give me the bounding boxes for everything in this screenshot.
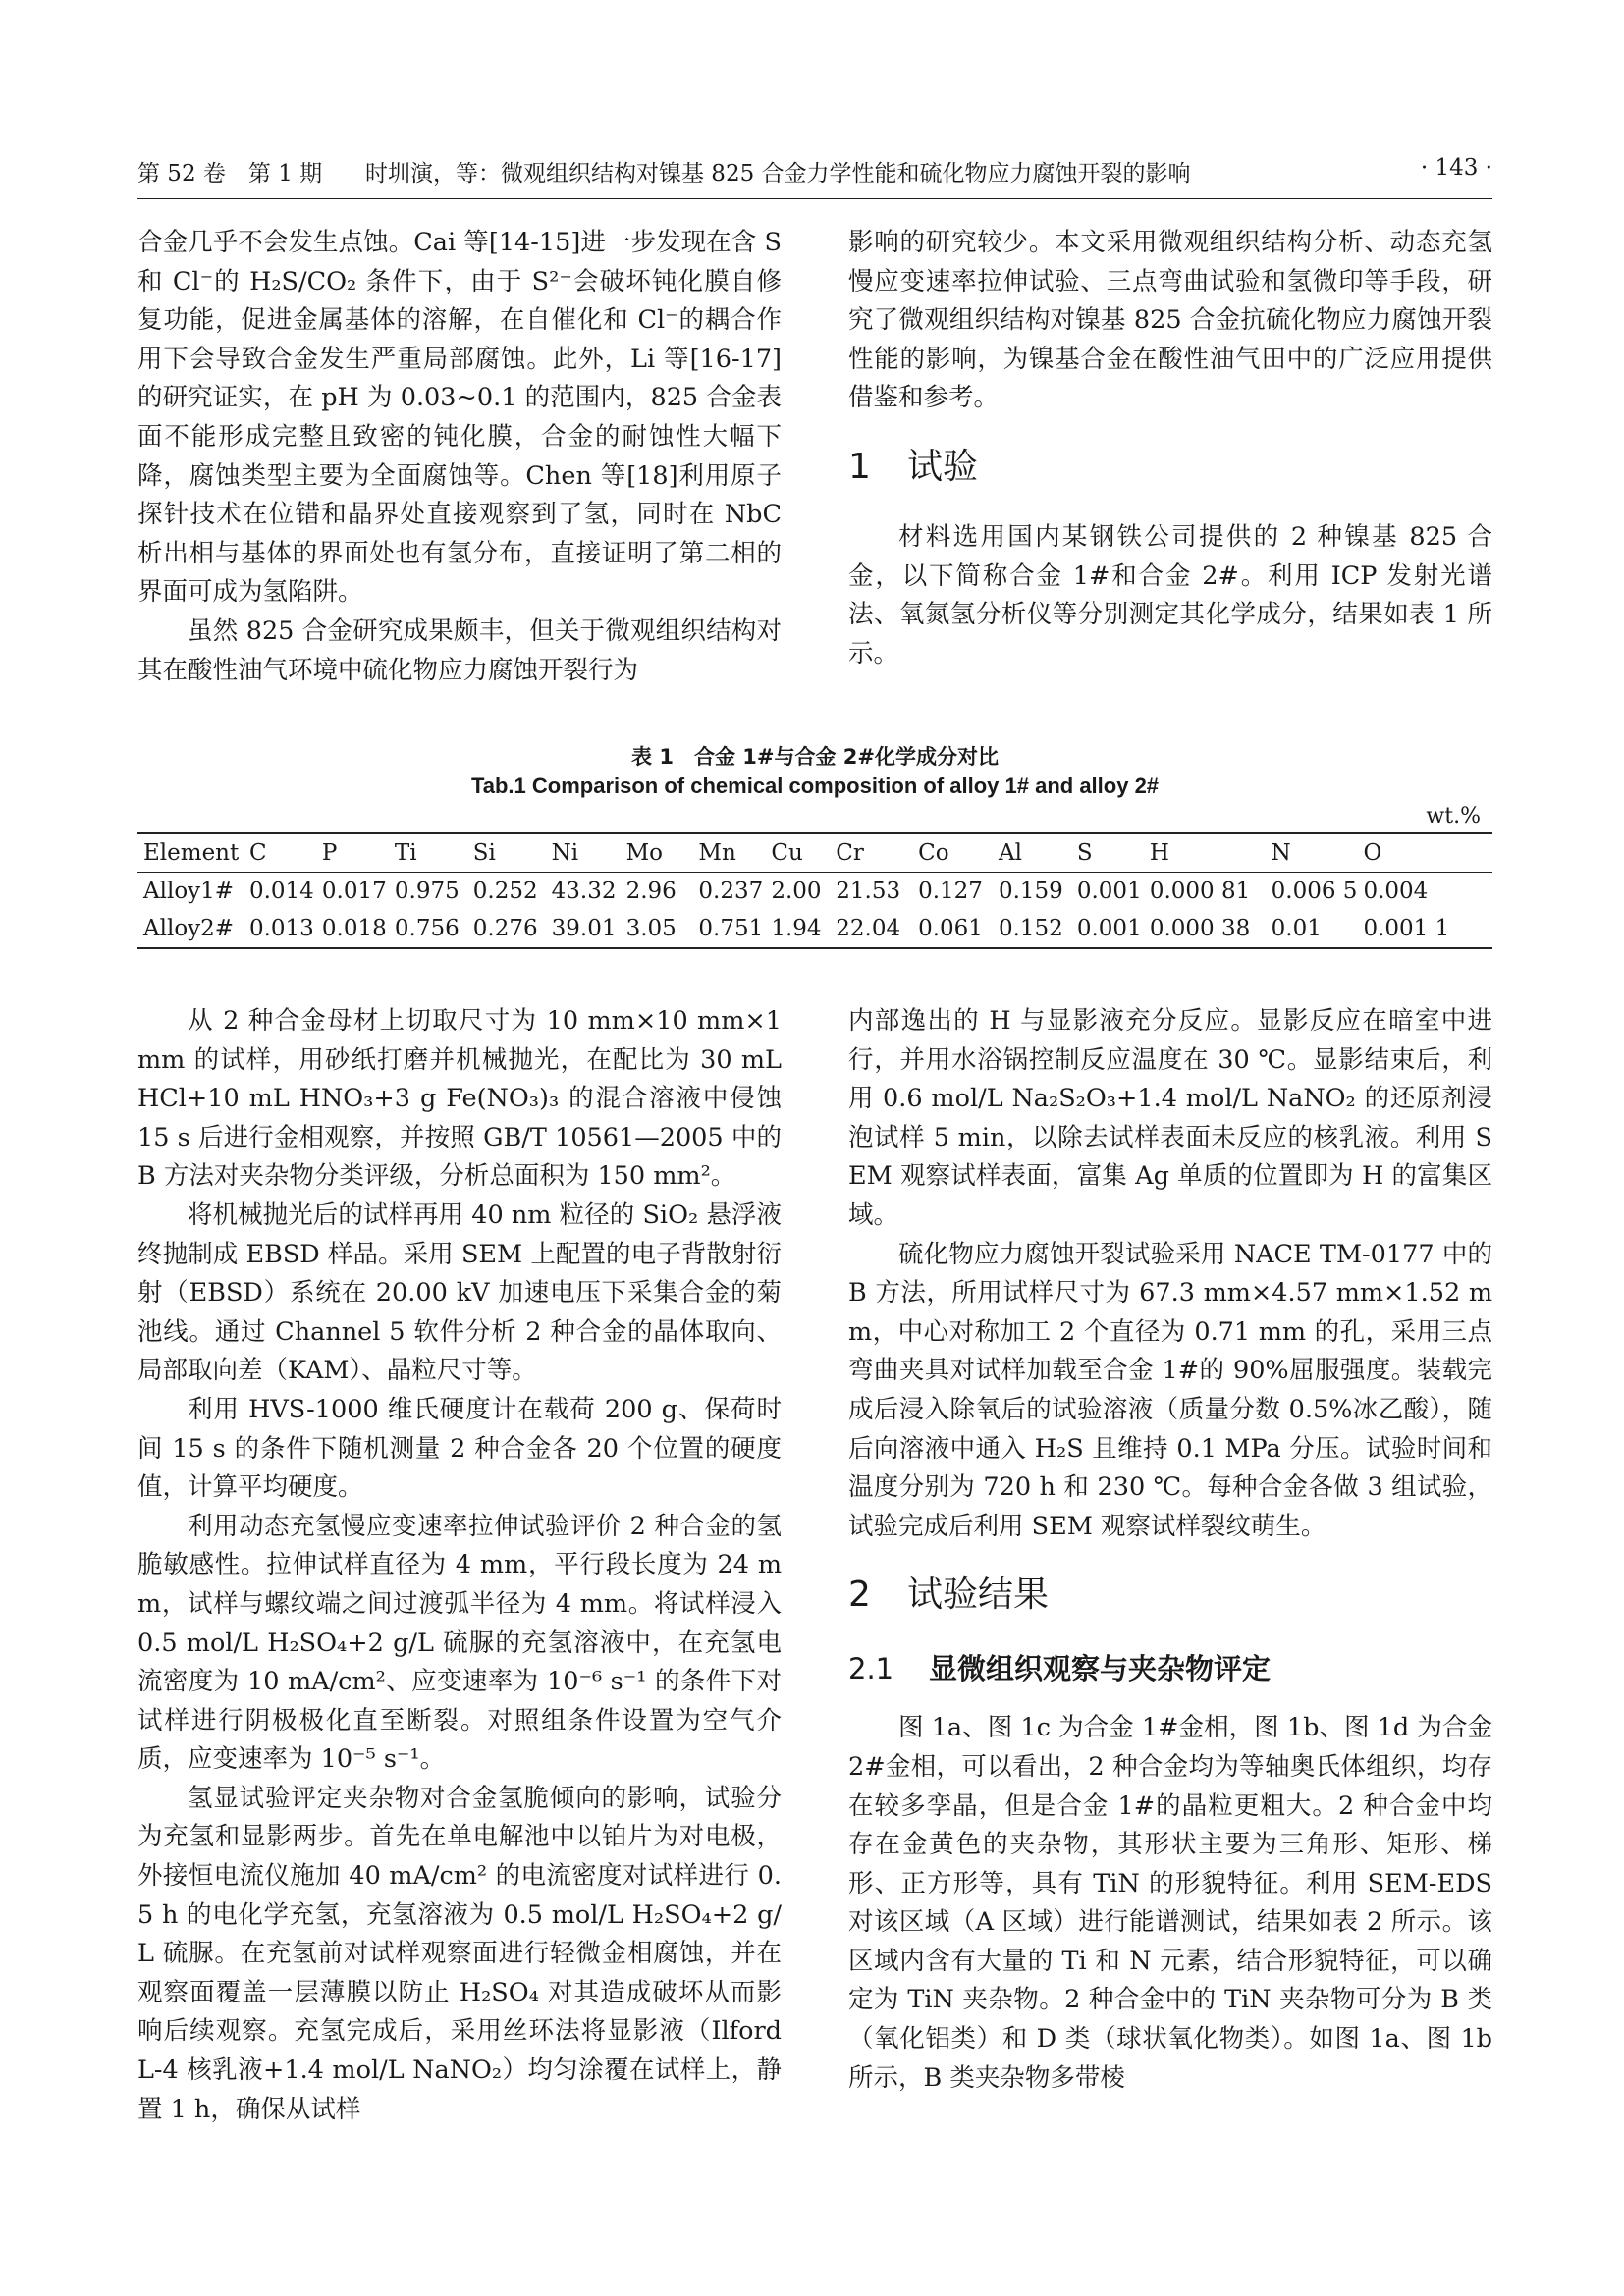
table-cell: 0.001 <box>1076 879 1142 904</box>
table-header-row <box>137 833 1492 873</box>
column-header: H <box>1149 840 1169 866</box>
table-cell: 0.252 <box>472 879 538 904</box>
paragraph: 内部逸出的 H 与显影液充分反应。显影反应在暗室中进行，并用水浴锅控制反应温度在 30 ℃。显影结束后，利用 0.6 mol/L Na₂S₂O₃+1.4 mol/L NaNO₂ 的还原剂浸泡试样 5 min，以除去试样表面未反应的核乳液。利用 SEM 观察试样表面，富集 Ag 单质的位置即为 H 的富集区域。 <box>848 1006 1492 1230</box>
table-cell: 22.04 <box>836 916 901 941</box>
right-column-top <box>848 224 1492 673</box>
table-cell: 0.061 <box>918 916 983 941</box>
table-cell: 0.152 <box>998 916 1063 941</box>
subsection-number: 2.1 <box>848 1652 894 1686</box>
table-cell: 0.159 <box>998 879 1063 904</box>
table-cell: Alloy2# <box>143 916 235 941</box>
table-cell: 43.32 <box>551 879 617 904</box>
left-column-top <box>137 224 782 690</box>
paragraph: 氢显试验评定夹杂物对合金氢脆倾向的影响，试验分为充氢和显影两步。首先在单电解池中以铂片为对电极，外接恒电流仪施加 40 mA/cm² 的电流密度对试样进行 0.5 h 的电化学充氢，充氢溶液为 0.5 mol/L H₂SO₄+2 g/L 硫脲。在充氢前对试样观察面进行轻微金相腐蚀，并在观察面覆盖一层薄膜以防止 H₂SO₄ 对其造成破坏从而影响后续观察。充氢完成后，采用丝环法将显影液（Ilford L-4 核乳液+1.4 mol/L NaNO₂）均匀涂覆在试样上，静置 1 h，确保从试样 <box>137 1783 782 2124</box>
paragraph: 虽然 825 合金研究成果颇丰，但关于微观组织结构对其在酸性油气环境中硫化物应力腐蚀开裂行为 <box>137 615 782 685</box>
table-cell: 0.751 <box>698 916 764 941</box>
section-number: 1 <box>848 446 871 487</box>
table-cell: 1.94 <box>771 916 822 941</box>
table-cell: 0.975 <box>394 879 460 904</box>
paragraph: 合金几乎不会发生点蚀。Cai 等[14-15]进一步发现在含 S 和 Cl⁻的 H₂S/CO₂ 条件下，由于 S²⁻会破坏钝化膜自修复功能，促进金属基体的溶解，在自催化和 Cl⁻的耦合作用下会导致合金发生严重局部腐蚀。此外，Li 等[16-17]的研究证实，在 pH 为 0.03~0.1 的范围内，825 合金表面不能形成完整且致密的钝化膜，合金的耐蚀性大幅下降，腐蚀类型主要为全面腐蚀等。Chen 等[18]利用原子探针技术在位错和晶界处直接观察到了氢，同时在 NbC 析出相与基体的界面处也有氢分布，直接证明了第二相的界面可成为氢陷阱。 <box>137 228 782 608</box>
table-cell: Alloy1# <box>143 879 235 904</box>
table-cell: 0.006 5 <box>1271 879 1358 904</box>
table-row <box>137 910 1492 948</box>
section-heading-2 <box>848 1570 1492 1621</box>
running-header <box>137 155 1492 194</box>
column-header: Si <box>472 840 496 866</box>
table-cell: 0.001 <box>1076 916 1142 941</box>
column-header: Element <box>143 840 240 866</box>
column-header: C <box>248 840 267 866</box>
section-title: 试验结果 <box>907 1575 1050 1616</box>
table-cell: 0.756 <box>394 916 460 941</box>
table-cell: 0.001 1 <box>1363 916 1450 941</box>
table-cell: 0.237 <box>698 879 764 904</box>
column-header: S <box>1076 840 1093 866</box>
table-cell: 0.000 81 <box>1149 879 1251 904</box>
paragraph: 材料选用国内某钢铁公司提供的 2 种镍基 825 合金，以下简称合金 1#和合金 2#。利用 ICP 发射光谱法、氧氮氢分析仪等分别测定其化学成分，结果如表 1 所示。 <box>848 521 1492 668</box>
running-title: 时圳演，等：微观组织结构对镍基 825 合金力学性能和硫化物应力腐蚀开裂的影响 <box>365 161 1191 187</box>
subsection-heading-2-1 <box>848 1646 1492 1691</box>
paragraph: 利用 HVS-1000 维氏硬度计在载荷 200 g、保荷时间 15 s 的条件下随机测量 2 种合金各 20 个位置的硬度值，计算平均硬度。 <box>137 1394 782 1503</box>
table-cell: 21.53 <box>836 879 901 904</box>
right-column-bottom <box>848 1002 1492 2098</box>
table-cell: 0.276 <box>472 916 538 941</box>
table-unit: wt.% <box>1426 804 1481 828</box>
paragraph: 图 1a、图 1c 为合金 1#金相，图 1b、图 1d 为合金 2#金相，可以看出，2 种合金均为等轴奥氏体组织，均存在较多孪晶，但是合金 1#的晶粒更粗大。2 种合金中均存在金黄色的夹杂物，其形状主要为三角形、矩形、梯形、正方形等，具有 TiN 的形貌特征。利用 SEM-EDS 对该区域（A 区域）进行能谱测试，结果如表 2 所示。该区域内含有大量的 Ti 和 N 元素，结合形貌特征，可以确定为 TiN 夹杂物。2 种合金中的 TiN 夹杂物可分为 B 类（氧化铝类）和 D 类（球状氧化物类）。如图 1a、图 1b 所示，B 类夹杂物多带棱 <box>848 1713 1492 2093</box>
column-header: P <box>321 840 338 866</box>
table-cell: 2.00 <box>771 879 822 904</box>
page-number: · 143 · <box>1420 155 1492 181</box>
column-header: Ni <box>551 840 579 866</box>
table-cell: 0.018 <box>321 916 387 941</box>
column-header: N <box>1271 840 1291 866</box>
section-heading-1 <box>848 442 1492 493</box>
table-cell: 0.017 <box>321 879 387 904</box>
column-header: Mn <box>698 840 736 866</box>
table-row <box>137 873 1492 911</box>
table-cell: 39.01 <box>551 916 617 941</box>
table-caption-en: Tab.1 Comparison of chemical composition of alloy 1# and alloy 2# <box>470 774 1160 798</box>
column-header: Mo <box>625 840 663 866</box>
table-caption-cn: 表 1 合金 1#与合金 2#化学成分对比 <box>631 745 999 769</box>
column-header: Ti <box>394 840 417 866</box>
table-cell: 0.014 <box>248 879 314 904</box>
section-title: 试验 <box>907 446 979 487</box>
column-header: Cr <box>836 840 864 866</box>
paragraph: 硫化物应力腐蚀开裂试验采用 NACE TM-0177 中的 B 方法，所用试样尺寸为 67.3 mm×4.57 mm×1.52 mm，中心对称加工 2 个直径为 0.71 mm 的孔，采用三点弯曲夹具对试样加载至合金 1#的 90%屈服强度。装载完成后浸入除氧后的试验溶液（质量分数 0.5%冰乙酸），随后向溶液中通入 H₂S 且维持 0.1 MPa 分压。试验时间和温度分别为 720 h 和 230 ℃。每种合金各做 3 组试验，试验完成后利用 SEM 观察试样裂纹萌生。 <box>848 1239 1492 1541</box>
table-cell: 2.96 <box>625 879 677 904</box>
paragraph: 从 2 种合金母材上切取尺寸为 10 mm×10 mm×1 mm 的试样，用砂纸打磨并机械抛光，在配比为 30 mL HCl+10 mL HNO₃+3 g Fe(NO₃)₃ 的混合溶液中侵蚀 15 s 后进行金相观察，并按照 GB/T 10561—2005 中的 B 方法对夹杂物分类评级，分析总面积为 150 mm²。 <box>137 1006 782 1192</box>
table-cell: 0.127 <box>918 879 983 904</box>
column-header: Co <box>918 840 949 866</box>
table-cell: 0.01 <box>1271 916 1322 941</box>
table-cell: 0.000 38 <box>1149 916 1251 941</box>
table-cell: 3.05 <box>625 916 677 941</box>
paragraph: 将机械抛光后的试样再用 40 nm 粒径的 SiO₂ 悬浮液终抛制成 EBSD 样品。采用 SEM 上配置的电子背散射衍射（EBSD）系统在 20.00 kV 加速电压下采集合金的菊池线。通过 Channel 5 软件分析 2 种合金的晶体取向、局部取向差（KAM）、晶粒尺寸等。 <box>137 1200 782 1386</box>
paragraph: 影响的研究较少。本文采用微观组织结构分析、动态充氢慢应变速率拉伸试验、三点弯曲试验和氢微印等手段，研究了微观组织结构对镍基 825 合金抗硫化物应力腐蚀开裂性能的影响，为镍基合金在酸性油气田中的广泛应用提供借鉴和参考。 <box>848 228 1492 413</box>
column-header: Al <box>998 840 1022 866</box>
section-number: 2 <box>848 1575 871 1616</box>
composition-table <box>137 832 1492 949</box>
left-column-bottom <box>137 1002 782 2129</box>
table-cell: 0.004 <box>1363 879 1429 904</box>
table-1 <box>137 742 1492 949</box>
paragraph: 利用动态充氢慢应变速率拉伸试验评价 2 种合金的氢脆敏感性。拉伸试样直径为 4 mm，平行段长度为 24 mm，试样与螺纹端之间过渡弧半径为 4 mm。将试样浸入 0.5 mol/L H₂SO₄+2 g/L 硫脲的充氢溶液中，在充氢电流密度为 10 mA/cm²、应变速率为 10⁻⁶ s⁻¹ 的条件下对试样进行阴极极化直至断裂。对照组条件设置为空气介质，应变速率为 10⁻⁵ s⁻¹。 <box>137 1511 782 1775</box>
journal-volume-issue: 第 52 卷 第 1 期 <box>137 161 323 187</box>
subsection-title: 显微组织观察与夹杂物评定 <box>929 1652 1272 1686</box>
column-header: Cu <box>771 840 803 866</box>
header-rule <box>137 198 1492 199</box>
column-header: O <box>1363 840 1382 866</box>
table-cell: 0.013 <box>248 916 314 941</box>
